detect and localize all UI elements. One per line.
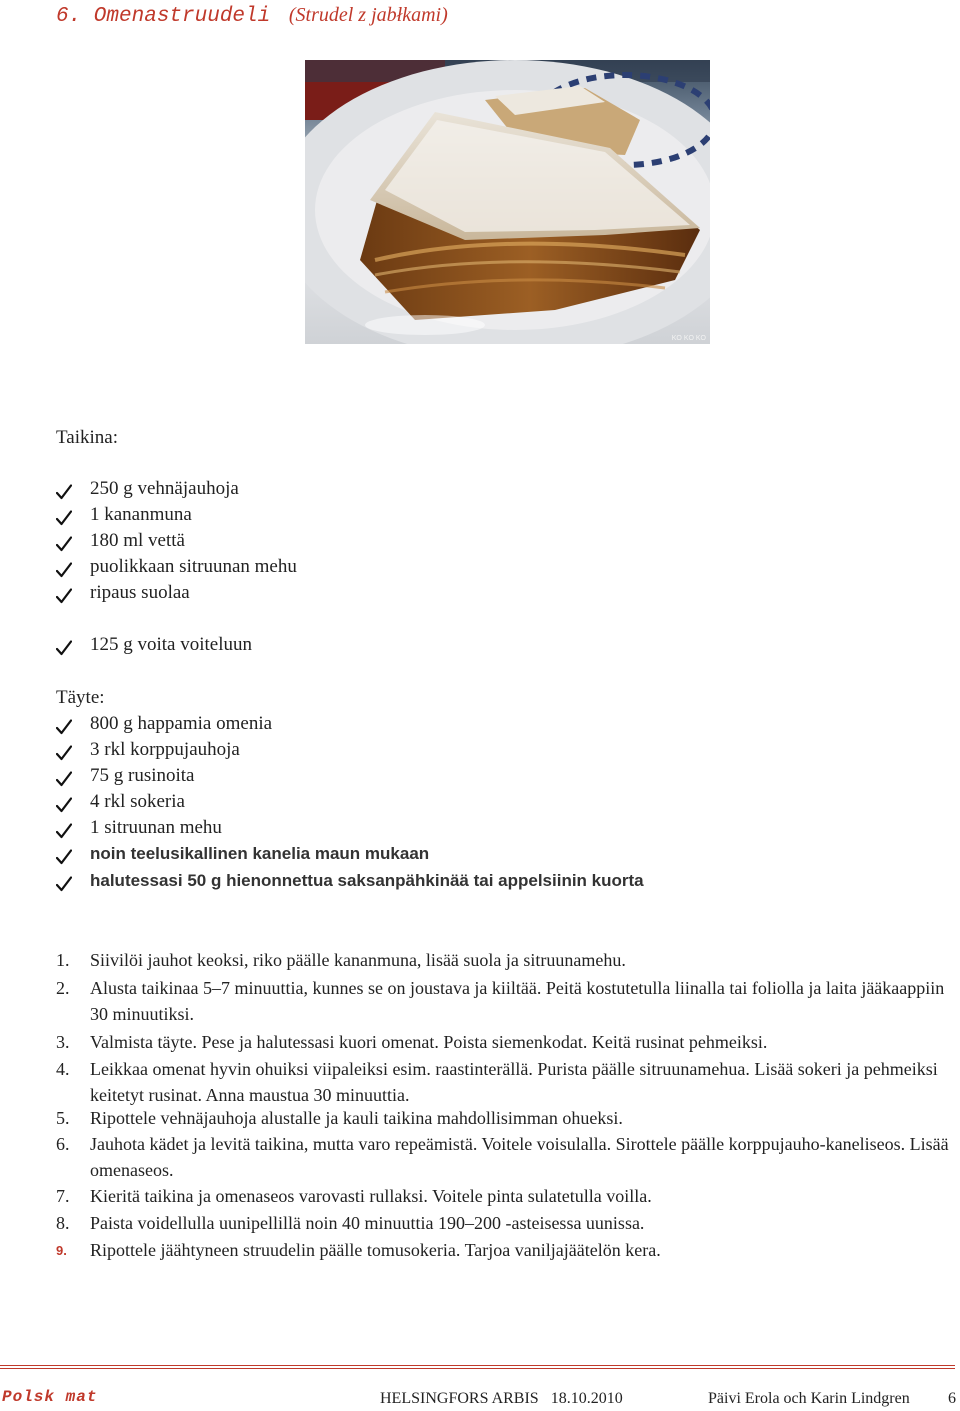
step-text: Valmista täyte. Pese ja halutessasi kuori omenat. Poista siemenkodat. Keitä rusinat pehmeiksi.: [90, 1032, 768, 1052]
ingredient-text: puolikkaan sitruunan mehu: [90, 556, 297, 577]
checkmark-icon: [56, 638, 72, 654]
step-text: Leikkaa omenat hyvin ohuiksi viipaleiksi esim. raastinterällä. Purista päälle sitruunamehua. Lisää sokeri ja pehmeiksi keitetyt rusinat. Anna maustua 30 minuuttia.: [90, 1059, 938, 1105]
checkmark-icon: [56, 821, 72, 837]
checkmark-icon: [56, 717, 72, 733]
ingredient-text: 1 sitruunan mehu: [90, 817, 222, 838]
ingredient-text: 800 g happamia omenia: [90, 713, 273, 734]
filling-heading: Täyte:: [56, 687, 105, 708]
ingredient-text: halutessasi 50 g hienonnettua saksanpähkinää tai appelsiinin kuorta: [90, 871, 644, 890]
dough-heading: Taikina:: [56, 427, 118, 448]
footer-divider: [0, 1365, 955, 1366]
checkmark-icon: [56, 508, 72, 524]
step-number: 9.: [56, 1243, 67, 1258]
step-number: 2.: [56, 978, 70, 998]
step-number: 5.: [56, 1108, 70, 1128]
step-text: Kieritä taikina ja omenaseos varovasti rullaksi. Voitele pinta sulatetulla voilla.: [90, 1186, 652, 1206]
step-text: Jauhota kädet ja levitä taikina, mutta varo repeämistä. Voitele voisulalla. Sirottele päälle korppujauho-kaneliseos. Lisää omenaseos.: [90, 1134, 949, 1180]
step-text: Ripottele jäähtyneen struudelin päälle tomusokeria. Tarjoa vaniljajäätelön kera.: [90, 1240, 661, 1260]
ingredient-text: 3 rkl korppujauhoja: [90, 739, 240, 760]
step-text: Paista voidellulla uunipellillä noin 40 minuuttia 190–200 -asteisessa uunissa.: [90, 1213, 645, 1233]
step-number: 7.: [56, 1186, 70, 1206]
ingredient-text: 4 rkl sokeria: [90, 791, 185, 812]
checkmark-icon: [56, 874, 72, 890]
page-title: [56, 0, 448, 30]
checkmark-icon: [56, 560, 72, 576]
checkmark-icon: [56, 534, 72, 550]
footer-divider-2: [0, 1368, 955, 1369]
ingredient-text: 1 kananmuna: [90, 504, 192, 525]
photo-watermark: KO KO KO: [671, 335, 706, 342]
step-text: Siivilöi jauhot keoksi, riko päälle kananmuna, lisää suola ja sitruunamehu.: [90, 950, 626, 970]
footer-organization-date: HELSINGFORS ARBIS 18.10.2010: [380, 1390, 623, 1407]
checkmark-icon: [56, 795, 72, 811]
step-number: 8.: [56, 1213, 70, 1233]
step-number: 3.: [56, 1032, 70, 1052]
title-main: 6. Omenastruudeli: [56, 5, 271, 28]
title-sub: (Strudel z jabłkami): [288, 4, 448, 26]
ingredient-text: 180 ml vettä: [90, 530, 185, 551]
checkmark-icon: [56, 847, 72, 863]
ingredient-text: noin teelusikallinen kanelia maun mukaan: [90, 844, 430, 863]
footer-authors: Päivi Erola och Karin Lindgren: [708, 1390, 910, 1407]
ingredient-text: 75 g rusinoita: [90, 765, 195, 786]
step-text: Ripottele vehnäjauhoja alustalle ja kauli taikina mahdollisimman ohueksi.: [90, 1108, 623, 1128]
ingredient-text: ripaus suolaa: [90, 582, 190, 603]
step-number: 4.: [56, 1059, 70, 1079]
ingredient-text: 250 g vehnäjauhoja: [90, 478, 239, 499]
step-number: 1.: [56, 950, 70, 970]
checkmark-icon: [56, 482, 72, 498]
ingredient-text: 125 g voita voiteluun: [90, 634, 253, 655]
checkmark-icon: [56, 769, 72, 785]
step-number: 6.: [56, 1134, 70, 1154]
footer-category: Polsk mat: [2, 1388, 98, 1406]
step-text: Alusta taikinaa 5–7 minuuttia, kunnes se on joustava ja kiiltää. Peitä kostutetulla liinalla tai foliolla ja laita jääkaappiin 30 minuutiksi.: [90, 978, 945, 1024]
page-number: 6: [948, 1390, 956, 1407]
checkmark-icon: [56, 586, 72, 602]
checkmark-icon: [56, 743, 72, 759]
strudel-photo: [305, 60, 710, 344]
